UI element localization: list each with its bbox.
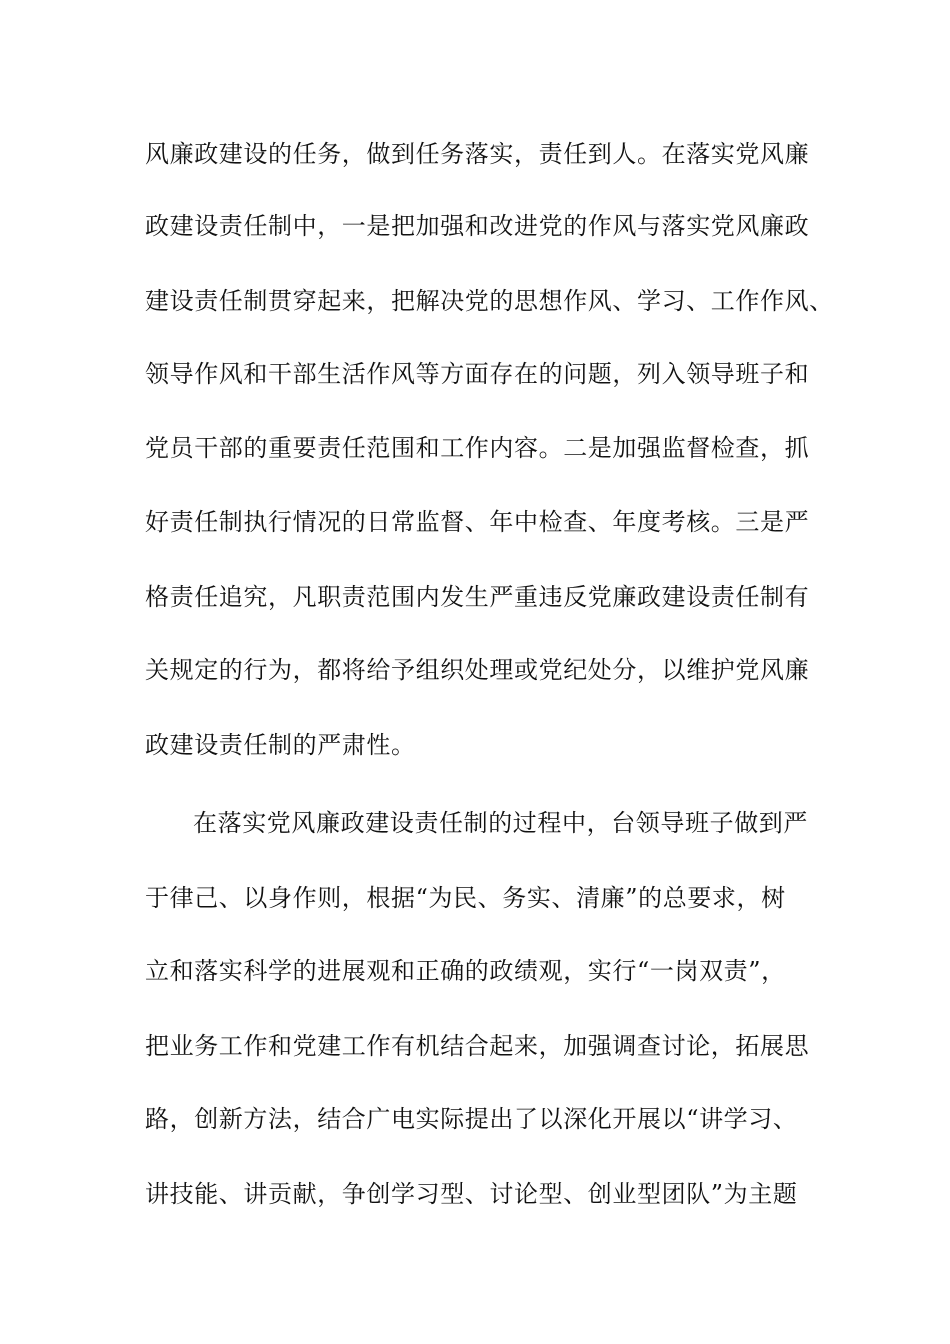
- paragraph-line: 于律己、以身作则，根据“为民、务实、清廉”的总要求，树: [145, 884, 786, 912]
- paragraph-line: 政建设责任制中，一是把加强和改进党的作风与落实党风廉政: [145, 212, 810, 240]
- paragraph-line: 关规定的行为，都将给予组织处理或党纪处分，以维护党风廉: [145, 656, 810, 684]
- paragraph-line: 领导作风和干部生活作风等方面存在的问题，列入领导班子和: [145, 360, 810, 388]
- paragraph-line: 风廉政建设的任务，做到任务落实，责任到人。在落实党风廉: [145, 140, 810, 168]
- paragraph-line: 路，创新方法，结合广电实际提出了以深化开展以“讲学习、: [145, 1105, 798, 1133]
- paragraph-line-indented: 在落实党风廉政建设责任制的过程中，台领导班子做到严: [193, 809, 808, 837]
- paragraph-line: 党员干部的重要责任范围和工作内容。二是加强监督检查，抓: [145, 434, 810, 462]
- paragraph-line: 讲技能、讲贡献，争创学习型、讨论型、创业型团队”为主题: [145, 1180, 798, 1208]
- paragraph-line: 好责任制执行情况的日常监督、年中检查、年度考核。三是严: [145, 508, 810, 536]
- paragraph-line: 格责任追究，凡职责范围内发生严重违反党廉政建设责任制有: [145, 583, 810, 611]
- paragraph-line: 建设责任制贯穿起来，把解决党的思想作风、学习、工作作风、: [145, 287, 834, 315]
- paragraph-line: 把业务工作和党建工作有机结合起来，加强调查讨论，拓展思: [145, 1032, 810, 1060]
- paragraph-line: 政建设责任制的严肃性。: [145, 731, 416, 759]
- paragraph-line: 立和落实科学的进展观和正确的政绩观，实行“一岗双责”，: [145, 957, 786, 985]
